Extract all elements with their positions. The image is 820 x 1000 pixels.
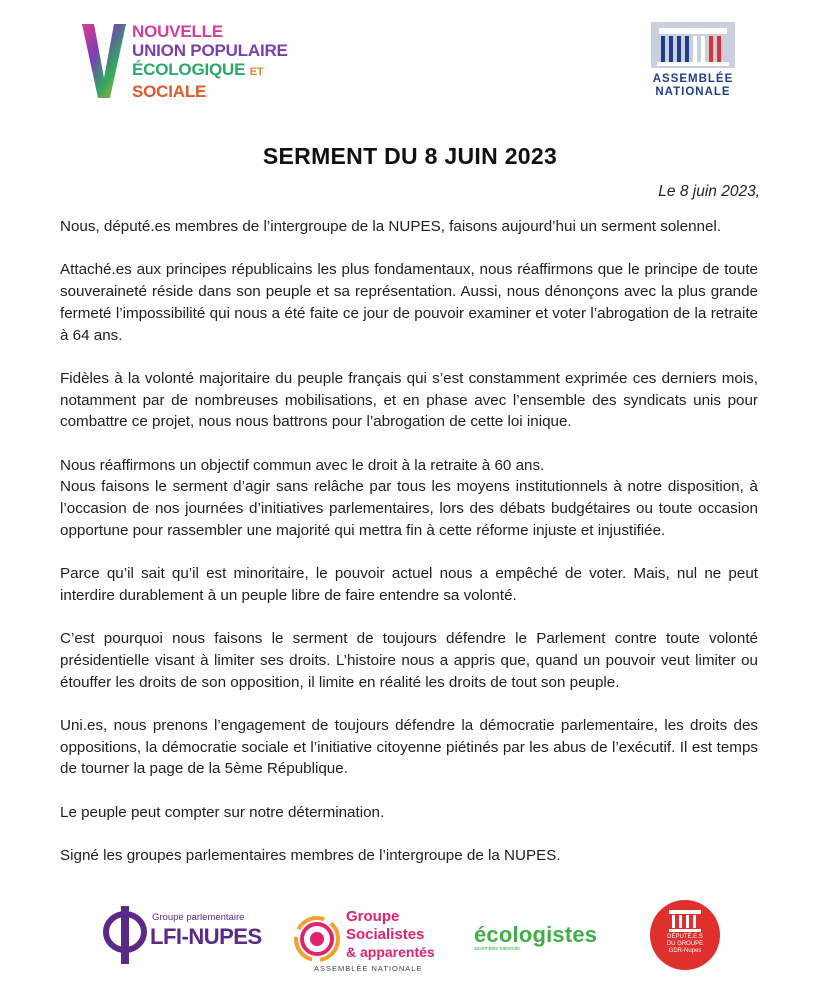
- nupes-v-icon: [80, 20, 128, 100]
- soc-line3: & apparentés: [346, 944, 435, 960]
- paragraph: Fidèles à la volonté majoritaire du peuple français qui s’est constamment exprimée ces derniers mois, notamment par de nombreuses mobilisations, et en phase avec l’ensemble des syndicats unis pour combattre ce projet, nous nous battrons pour l’abrogation de cette loi inique.: [60, 369, 758, 431]
- an-line2: NATIONALE: [655, 86, 731, 98]
- socialistes-rose-icon: [292, 914, 342, 964]
- paragraph: Le peuple peut compter sur notre détermination.: [60, 803, 385, 821]
- paragraph: Nous réaffirmons un objectif commun avec le droit à la retraite à 60 ans.: [60, 456, 545, 474]
- assemblee-nationale-logo: [640, 22, 746, 102]
- gdr-circle: [650, 900, 720, 970]
- nupes-line2: UNION POPULAIRE: [132, 41, 288, 60]
- lfi-big-text: LFI-NUPES: [150, 924, 262, 949]
- paragraph: Signé les groupes parlementaires membres de l’intergroupe de la NUPES.: [60, 847, 561, 865]
- gdr-line2: DU GROUPE: [666, 941, 704, 947]
- assemblee-nationale-emblem-icon: [651, 22, 735, 68]
- document-title: SERMENT DU 8 JUIN 2023: [262, 143, 558, 169]
- footer-logos: [0, 900, 820, 980]
- nupes-line3: [132, 60, 340, 101]
- gdr-logo: [650, 900, 720, 970]
- document-body: [60, 216, 758, 889]
- nupes-line3c: SOCIALE: [132, 82, 207, 101]
- gdr-line3: GDR-Nupes: [668, 948, 702, 954]
- document-date: Le 8 juin 2023,: [658, 183, 760, 200]
- paragraph: C’est pourquoi nous faisons le serment de toujours défendre le Parlement contre toute volonté présidentielle visant à limiter ses droits. L’histoire nous a appris que, quand un pouvoir veut limiter ou étouffer les droits de son opposition, il limite en réalité les droits de tout son peuple.: [60, 630, 758, 691]
- socialistes-logo: [292, 906, 442, 976]
- soc-line2: Socialistes: [346, 926, 425, 943]
- lfi-phi-icon: [102, 904, 148, 966]
- paragraph: Parce qu’il sait qu’il est minoritaire, le pouvoir actuel nous a empêché de voter. Mais, nul ne peut interdire durablement à un peuple libre de faire entendre sa volonté.: [60, 565, 758, 604]
- soc-line4: ASSEMBLÉE NATIONALE: [314, 964, 423, 973]
- paragraph: Uni.es, nous prenons l’engagement de toujours défendre la démocratie parlementaire, les droits des oppositions, la démocratie sociale et l’initiative citoyenne piétinés par les abus de l’exécutif. Il est temps de tourner la page de la 5ème République.: [60, 717, 758, 778]
- nupes-line3a: ÉCOLOGIQUE: [132, 60, 246, 79]
- paragraph: Nous faisons le serment d’agir sans relâche par tous les moyens institutionnels à notre disposition, à l’occasion de nos journées d’initiatives parlementaires, lors des débats budgétaires ou toute occasion opportune pour rassembler une majorité qui mettra fin à cette réforme injuste et injustifiée.: [60, 478, 758, 539]
- eco-word: écologistes: [474, 922, 598, 947]
- lfi-nupes-logo: [102, 904, 262, 966]
- paragraph: Nous, député.es membres de l’intergroupe de la NUPES, faisons aujourd’hui un serment solennel.: [60, 218, 722, 235]
- gdr-line1: DÉPUTÉ.E.S: [667, 934, 703, 940]
- ecologistes-logo: [474, 922, 614, 962]
- lfi-small-text: Groupe parlementaire: [152, 912, 245, 923]
- nupes-line1: NOUVELLE: [132, 22, 223, 41]
- an-line1: ASSEMBLÉE: [652, 73, 734, 85]
- nupes-logo-text: [132, 22, 340, 101]
- gdr-assemblee-icon: [669, 910, 701, 932]
- nupes-logo: [80, 20, 340, 100]
- gdr-text: [650, 934, 720, 955]
- paragraph: Attaché.es aux principes républicains les plus fondamentaux, nous réaffirmons que le principe de toute souveraineté réside dans son peuple et sa représentation. Aussi, nous dénonçons avec la plus grande fermeté l’impossibilité qui nous a été faite ce jour de pouvoir examiner et voter l’abrogation de la retraite à 64 ans.: [60, 261, 758, 344]
- soc-line1: Groupe: [346, 908, 400, 925]
- nupes-line3b: ET: [249, 66, 264, 78]
- eco-sub: assemblée nationale: [474, 946, 520, 952]
